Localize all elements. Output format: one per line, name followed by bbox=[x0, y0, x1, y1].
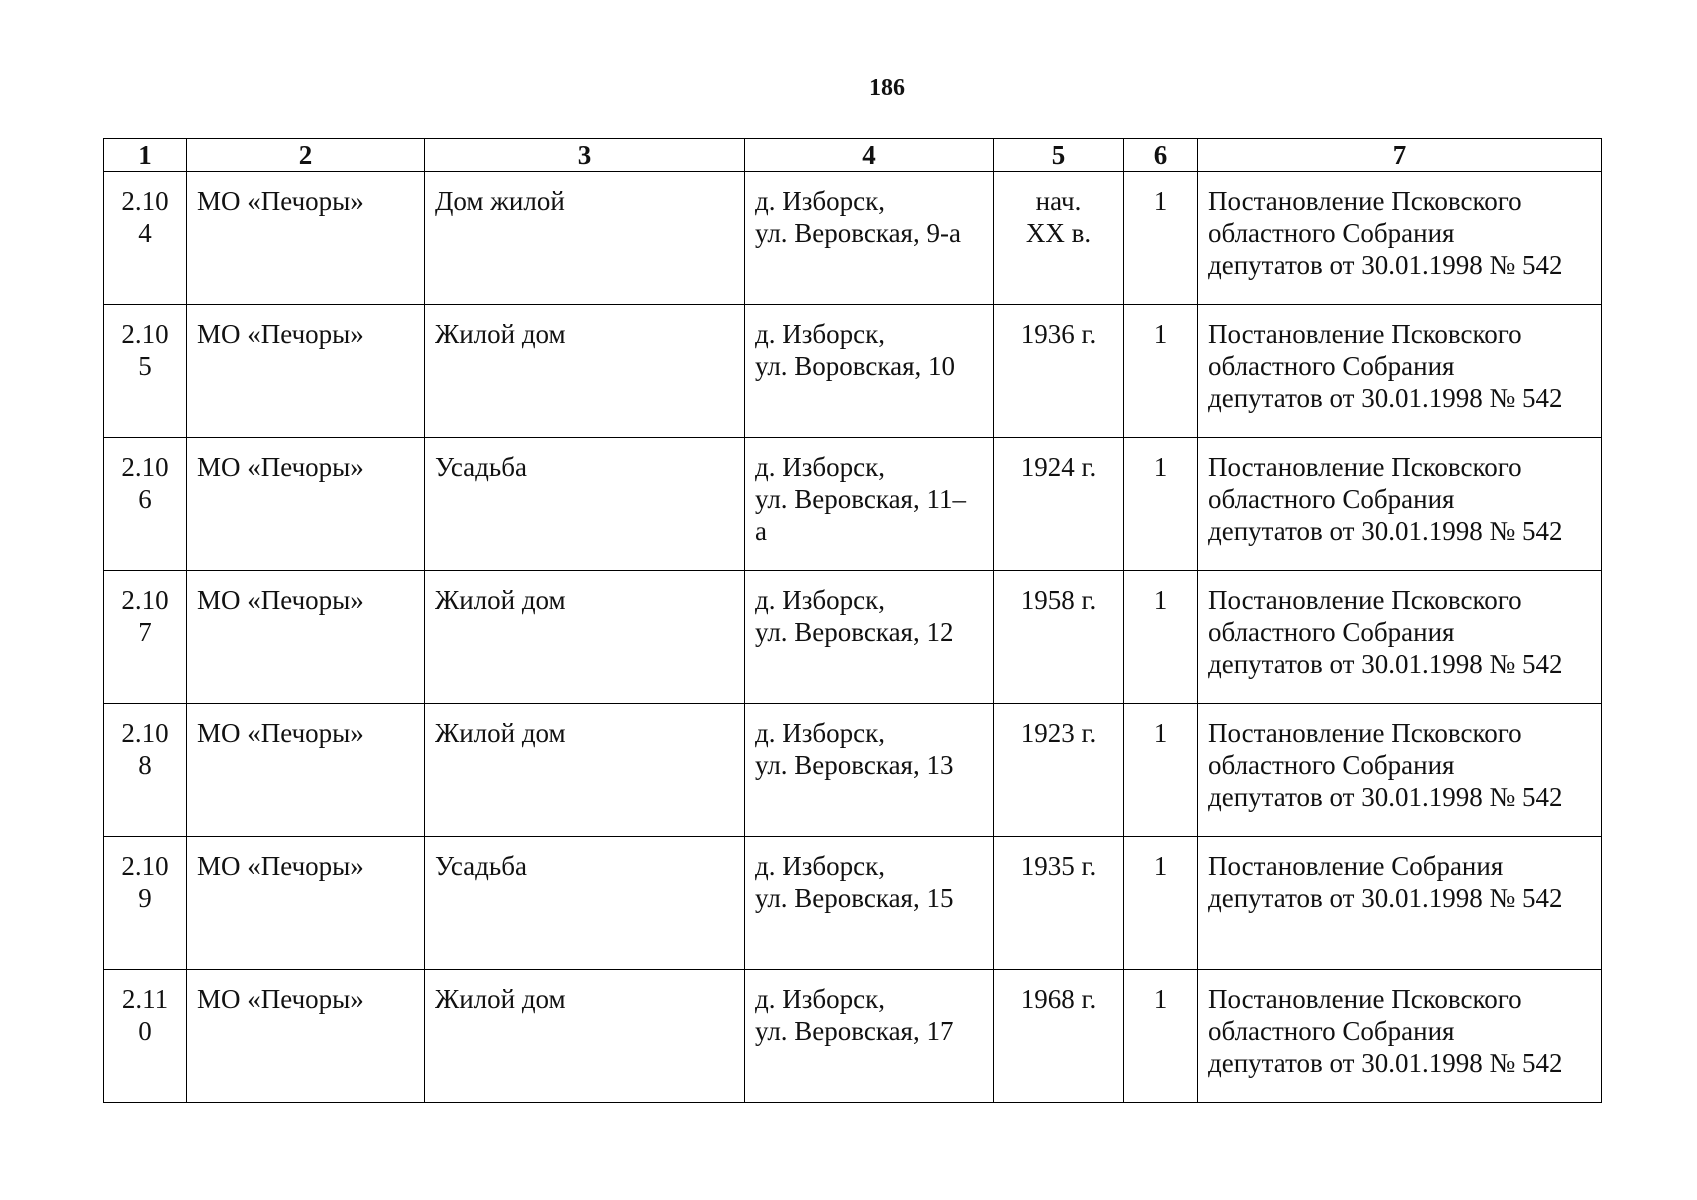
cell-municipality: МО «Печоры» bbox=[187, 970, 425, 1103]
cell-date-line: 1924 г. bbox=[1020, 452, 1097, 482]
cell-document-line: Постановление Псковского bbox=[1208, 585, 1522, 615]
cell-document bbox=[1198, 970, 1602, 1103]
cell-municipality: МО «Печоры» bbox=[187, 837, 425, 970]
cell-number-line: 2.10 bbox=[121, 186, 169, 216]
table-row bbox=[104, 837, 1602, 970]
cell-number-line: 2.10 bbox=[121, 585, 169, 615]
cell-document-line: областного Собрания bbox=[1208, 1016, 1455, 1046]
cell-document-line: областного Собрания bbox=[1208, 750, 1455, 780]
cell-address bbox=[745, 571, 994, 704]
cell-category: 1 bbox=[1124, 172, 1198, 305]
cell-number-line: 7 bbox=[138, 617, 152, 647]
cell-number-line: 8 bbox=[138, 750, 152, 780]
cell-date bbox=[994, 837, 1124, 970]
cell-address-line: д. Изборск, bbox=[755, 319, 885, 349]
cell-document bbox=[1198, 571, 1602, 704]
cell-municipality: МО «Печоры» bbox=[187, 305, 425, 438]
cell-document-line: областного Собрания bbox=[1208, 351, 1455, 381]
cell-number bbox=[104, 704, 187, 837]
cell-number bbox=[104, 837, 187, 970]
cell-number-line: 2.10 bbox=[121, 452, 169, 482]
cell-address-line: ул. Веровская, 15 bbox=[755, 883, 954, 913]
cell-category: 1 bbox=[1124, 438, 1198, 571]
cell-document-line: Постановление Псковского bbox=[1208, 452, 1522, 482]
cell-category: 1 bbox=[1124, 837, 1198, 970]
cell-object-name: Жилой дом bbox=[425, 704, 745, 837]
cell-number bbox=[104, 571, 187, 704]
table-row bbox=[104, 571, 1602, 704]
cell-number-line: 2.10 bbox=[121, 319, 169, 349]
column-header-7: 7 bbox=[1198, 139, 1602, 172]
cell-document-line: депутатов от 30.01.1998 № 542 bbox=[1208, 782, 1563, 812]
cell-date-line: 1935 г. bbox=[1020, 851, 1097, 881]
cell-municipality: МО «Печоры» bbox=[187, 571, 425, 704]
cell-date bbox=[994, 172, 1124, 305]
cell-address-line: д. Изборск, bbox=[755, 851, 885, 881]
cell-document bbox=[1198, 438, 1602, 571]
table-row bbox=[104, 970, 1602, 1103]
cell-document-line: депутатов от 30.01.1998 № 542 bbox=[1208, 649, 1563, 679]
cell-document-line: Постановление Собрания bbox=[1208, 851, 1504, 881]
cell-number bbox=[104, 172, 187, 305]
cell-object-name: Жилой дом bbox=[425, 571, 745, 704]
column-header-2: 2 bbox=[187, 139, 425, 172]
cell-number-line: 4 bbox=[138, 218, 152, 248]
cell-object-name: Дом жилой bbox=[425, 172, 745, 305]
cell-address-line: д. Изборск, bbox=[755, 585, 885, 615]
table-row bbox=[104, 704, 1602, 837]
cell-date bbox=[994, 970, 1124, 1103]
cell-category: 1 bbox=[1124, 970, 1198, 1103]
cell-municipality: МО «Печоры» bbox=[187, 438, 425, 571]
cell-category: 1 bbox=[1124, 305, 1198, 438]
cell-category: 1 bbox=[1124, 704, 1198, 837]
cell-document-line: областного Собрания bbox=[1208, 617, 1455, 647]
cell-address-line: д. Изборск, bbox=[755, 984, 885, 1014]
cell-date bbox=[994, 704, 1124, 837]
cell-document-line: депутатов от 30.01.1998 № 542 bbox=[1208, 516, 1563, 546]
cell-address-line: ул. Воровская, 10 bbox=[755, 351, 955, 381]
column-header-1: 1 bbox=[104, 139, 187, 172]
table-header bbox=[104, 139, 1602, 172]
table-row bbox=[104, 172, 1602, 305]
cell-document-line: Постановление Псковского bbox=[1208, 718, 1522, 748]
cell-number-line: 9 bbox=[138, 883, 152, 913]
cell-number-line: 0 bbox=[138, 1016, 152, 1046]
cell-document-line: депутатов от 30.01.1998 № 542 bbox=[1208, 1048, 1563, 1078]
cell-date bbox=[994, 438, 1124, 571]
page-number: 186 bbox=[869, 75, 905, 101]
cell-address-line: д. Изборск, bbox=[755, 452, 885, 482]
column-header-6: 6 bbox=[1124, 139, 1198, 172]
cell-document-line: Постановление Псковского bbox=[1208, 186, 1522, 216]
heritage-registry-table bbox=[103, 138, 1602, 1103]
cell-date-line: 1936 г. bbox=[1020, 319, 1097, 349]
cell-date-line: нач. bbox=[1035, 186, 1082, 216]
cell-number bbox=[104, 305, 187, 438]
cell-object-name: Усадьба bbox=[425, 837, 745, 970]
header-row bbox=[104, 139, 1602, 172]
table-row bbox=[104, 438, 1602, 571]
cell-category: 1 bbox=[1124, 571, 1198, 704]
column-header-5: 5 bbox=[994, 139, 1124, 172]
cell-address bbox=[745, 438, 994, 571]
cell-document-line: депутатов от 30.01.1998 № 542 bbox=[1208, 383, 1563, 413]
cell-document bbox=[1198, 305, 1602, 438]
cell-address bbox=[745, 704, 994, 837]
cell-date bbox=[994, 571, 1124, 704]
cell-address bbox=[745, 305, 994, 438]
cell-address-line: д. Изборск, bbox=[755, 718, 885, 748]
cell-address-line: ул. Веровская, 13 bbox=[755, 750, 954, 780]
cell-document bbox=[1198, 172, 1602, 305]
cell-address-line: а bbox=[755, 516, 767, 546]
cell-number-line: 2.10 bbox=[121, 851, 169, 881]
cell-document bbox=[1198, 704, 1602, 837]
cell-document-line: депутатов от 30.01.1998 № 542 bbox=[1208, 883, 1563, 913]
cell-date-line: XX в. bbox=[1025, 218, 1092, 248]
cell-document-line: Постановление Псковского bbox=[1208, 984, 1522, 1014]
column-header-3: 3 bbox=[425, 139, 745, 172]
cell-document-line: областного Собрания bbox=[1208, 218, 1455, 248]
table-row bbox=[104, 305, 1602, 438]
cell-address-line: ул. Веровская, 17 bbox=[755, 1016, 954, 1046]
cell-object-name: Жилой дом bbox=[425, 970, 745, 1103]
cell-number bbox=[104, 438, 187, 571]
cell-number-line: 2.10 bbox=[121, 718, 169, 748]
column-header-4: 4 bbox=[745, 139, 994, 172]
cell-number-line: 6 bbox=[138, 484, 152, 514]
cell-date bbox=[994, 305, 1124, 438]
cell-municipality: МО «Печоры» bbox=[187, 172, 425, 305]
cell-date-line: 1958 г. bbox=[1020, 585, 1097, 615]
cell-object-name: Усадьба bbox=[425, 438, 745, 571]
cell-address-line: ул. Веровская, 11– bbox=[755, 484, 966, 514]
cell-date-line: 1968 г. bbox=[1020, 984, 1097, 1014]
cell-object-name: Жилой дом bbox=[425, 305, 745, 438]
cell-number-line: 5 bbox=[138, 351, 152, 381]
cell-document-line: депутатов от 30.01.1998 № 542 bbox=[1208, 250, 1563, 280]
cell-document-line: Постановление Псковского bbox=[1208, 319, 1522, 349]
cell-municipality: МО «Печоры» bbox=[187, 704, 425, 837]
cell-address-line: д. Изборск, bbox=[755, 186, 885, 216]
cell-address bbox=[745, 837, 994, 970]
cell-address bbox=[745, 172, 994, 305]
cell-document bbox=[1198, 837, 1602, 970]
cell-date-line: 1923 г. bbox=[1020, 718, 1097, 748]
cell-address bbox=[745, 970, 994, 1103]
cell-address-line: ул. Веровская, 12 bbox=[755, 617, 954, 647]
cell-number-line: 2.11 bbox=[121, 984, 169, 1014]
cell-address-line: ул. Веровская, 9-а bbox=[755, 218, 961, 248]
cell-number bbox=[104, 970, 187, 1103]
cell-document-line: областного Собрания bbox=[1208, 484, 1455, 514]
table-body bbox=[104, 172, 1602, 1103]
